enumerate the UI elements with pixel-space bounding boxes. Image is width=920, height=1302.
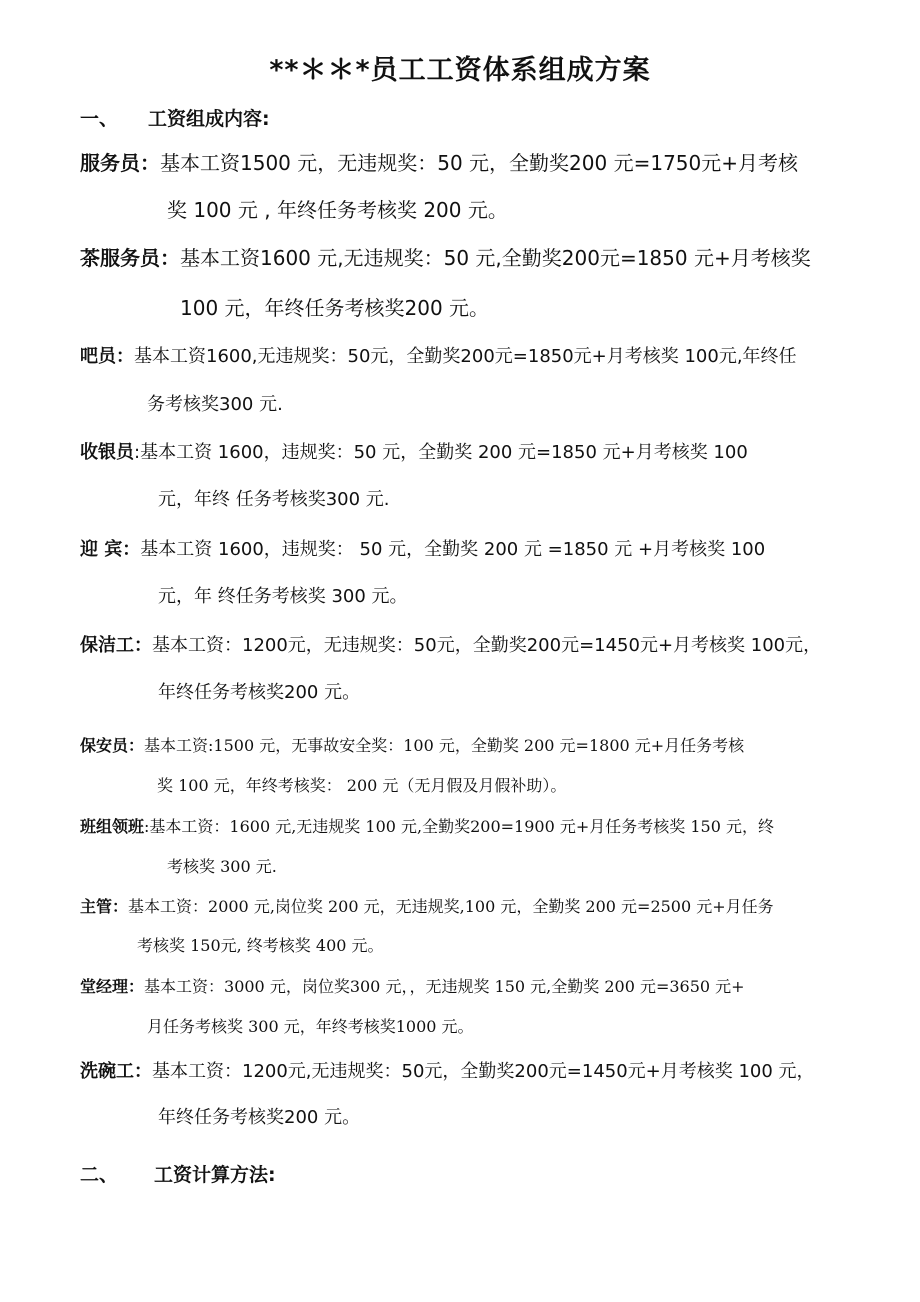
- entry-text: 基本工资 1600，违规奖： 50 元，全勤奖 200 元 =1850 元 +月考核奖 100: [140, 539, 766, 560]
- entry-line: [80, 147, 798, 176]
- entry-text: 基本工资：1200元，无违规奖：50元，全勤奖200元=1450元+月考核奖 100元，: [152, 635, 822, 656]
- entry-text: :基本工资：1600 元,无违规奖 100 元,全勤奖200=1900 元+月任务考核奖 150 元，终: [144, 817, 774, 836]
- entry-text: 基本工资1500 元，无违规奖：50 元，全勤奖200 元=1750元+月考核: [160, 151, 799, 175]
- role-label: 主管：: [80, 897, 129, 916]
- role-label: 收银员: [80, 442, 134, 463]
- section-label: 工资组成内容:: [148, 108, 270, 130]
- entry-continuation: 考核奖 150元, 终考核奖 400 元。: [137, 936, 384, 955]
- entry-continuation: 100 元，年终任务考核奖200 元。: [180, 296, 490, 320]
- entry-continuation: 元，年 终任务考核奖 300 元。: [158, 586, 408, 607]
- role-label: 吧员：: [80, 346, 134, 367]
- entry-line: [80, 894, 774, 917]
- entry-continuation: 年终任务考核奖200 元。: [158, 1107, 361, 1128]
- entry-line: [80, 733, 744, 756]
- entry-line: [80, 535, 765, 561]
- section-heading-1: [80, 104, 270, 131]
- role-label: 保洁工：: [80, 635, 152, 656]
- entry-continuation: 奖 100 元，年终考核奖： 200 元（无月假及月假补助）。: [157, 776, 567, 795]
- entry-continuation: 年终任务考核奖200 元。: [158, 682, 361, 703]
- entry-line: [80, 814, 774, 837]
- entry-line: [80, 1057, 815, 1083]
- section-heading-2: [80, 1160, 276, 1187]
- section-number: 二、: [80, 1164, 119, 1186]
- entry-text: 基本工资：2000 元,岗位奖 200 元，无违规奖,100 元，全勤奖 200 元=2500 元+月任务: [128, 897, 774, 916]
- entry-line: [80, 242, 811, 271]
- entry-text: 基本工资：3000 元，岗位奖300 元，，无违规奖 150 元,全勤奖 200 元=3650 元+: [144, 977, 745, 996]
- entry-text: 基本工资:1500 元，无事故安全奖：100 元，全勤奖 200 元=1800 元+月任务考核: [144, 736, 745, 755]
- entry-continuation: 奖 100 元 , 年终任务考核奖 200 元。: [167, 198, 508, 222]
- entry-line: [80, 974, 745, 997]
- entry-continuation: 元，年终 任务考核奖300 元.: [158, 489, 390, 510]
- role-label: 迎 宾：: [80, 539, 141, 560]
- entry-text: 基本工资1600 元,无违规奖：50 元,全勤奖200元=1850 元+月考核奖: [180, 246, 811, 270]
- role-label: 服务员：: [80, 151, 160, 175]
- role-label: 班组领班: [80, 817, 145, 836]
- role-label: 保安员：: [80, 736, 145, 755]
- entry-continuation: 务考核奖300 元.: [147, 394, 283, 415]
- role-label: 洗碗工：: [80, 1061, 152, 1082]
- entry-text: 基本工资1600,无违规奖：50元，全勤奖200元=1850元+月考核奖 100元,年终任: [134, 346, 797, 367]
- role-label: 堂经理：: [80, 977, 145, 996]
- role-label: 茶服务员：: [80, 246, 180, 270]
- entry-text: :基本工资 1600，违规奖：50 元，全勤奖 200 元=1850 元+月考核奖 100: [134, 442, 748, 463]
- entry-continuation: 考核奖 300 元.: [167, 857, 277, 876]
- entry-line: [80, 631, 821, 657]
- section-number: 一、: [80, 108, 119, 130]
- entry-text: 基本工资：1200元,无违规奖：50元，全勤奖200元=1450元+月考核奖 100 元，: [152, 1061, 815, 1082]
- entry-line: [80, 438, 748, 464]
- document-title: **＊＊*员工工资体系组成方案: [269, 55, 651, 86]
- entry-line: [80, 342, 797, 368]
- section-label: 工资计算方法:: [154, 1164, 276, 1186]
- entry-continuation: 月任务考核奖 300 元，年终考核奖1000 元。: [147, 1017, 474, 1036]
